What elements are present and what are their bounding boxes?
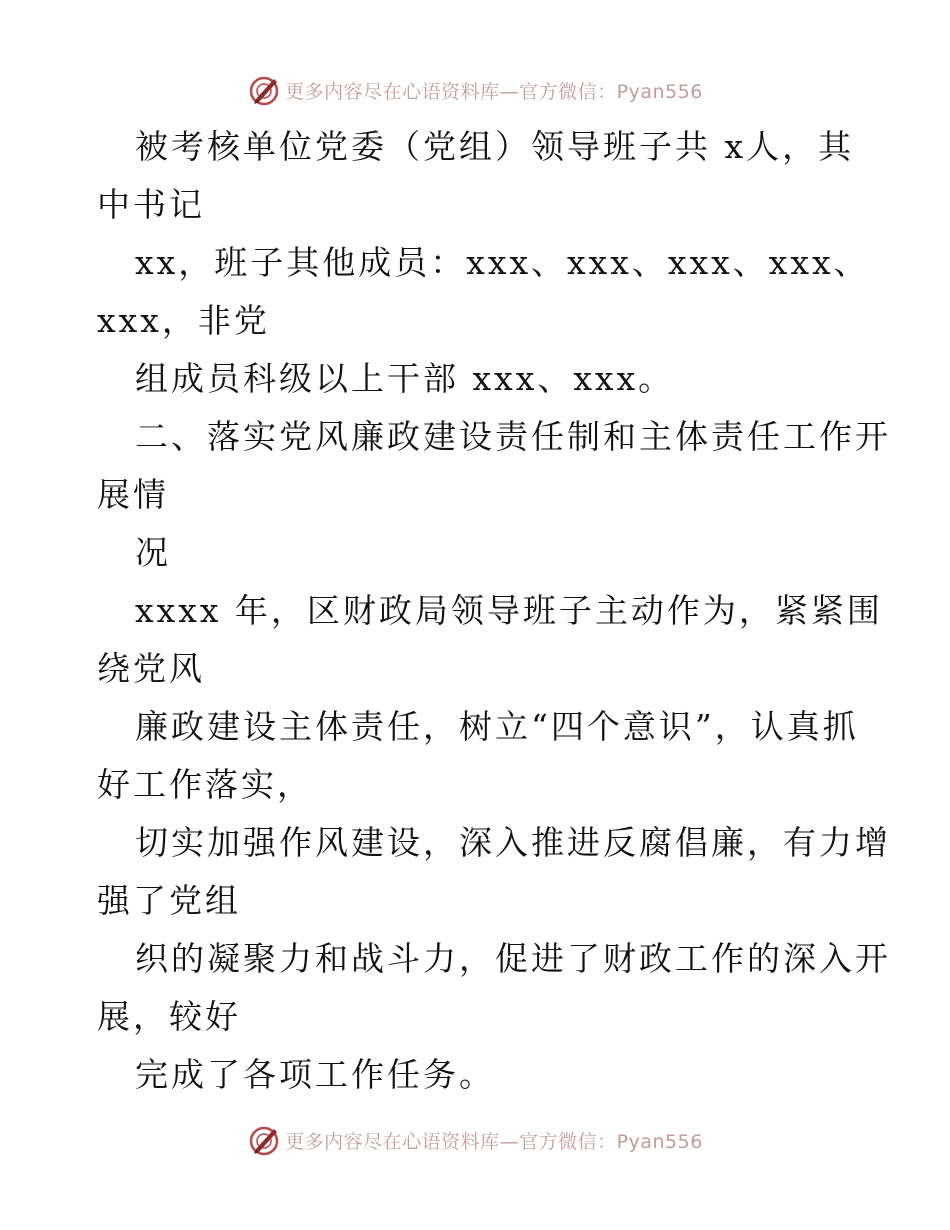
section-heading-line: 况 — [135, 533, 171, 572]
text-line: 被考核单位党委（党组）领导班子共 x人，其 — [135, 127, 855, 166]
text-line: 完成了各项工作任务。 — [135, 1055, 495, 1094]
text-line: 绕党风 — [97, 649, 205, 688]
text-line: 织的凝聚力和战斗力，促进了财政工作的深入开 — [135, 939, 891, 978]
section-heading-line: 展情 — [97, 475, 169, 514]
text-line: xx，班子其他成员：xxx、xxx、xxx、xxx、 — [135, 243, 870, 282]
text-line: xxxx 年，区财政局领导班子主动作为，紧紧围 — [135, 591, 883, 630]
section-heading-line: 二、落实党风廉政建设责任制和主体责任工作开 — [135, 417, 891, 456]
text-line: 中书记 — [97, 185, 205, 224]
footer-watermark — [0, 1120, 950, 1160]
header-watermark — [0, 70, 950, 110]
watermark-text: 更多内容尽在心语资料库—官方微信：Pyan556 — [285, 1130, 703, 1153]
text-line: 展，较好 — [97, 997, 241, 1036]
text-line: 廉政建设主体责任，树立“四个意识”，认真抓 — [135, 707, 859, 746]
text-line: 组成员科级以上干部 xxx、xxx。 — [135, 359, 675, 398]
document-body — [97, 118, 891, 1104]
watermark-text: 更多内容尽在心语资料库—官方微信：Pyan556 — [285, 80, 703, 103]
pen-logo-icon — [247, 1123, 281, 1157]
text-line: 强了党组 — [97, 881, 241, 920]
text-line: 切实加强作风建设，深入推进反腐倡廉，有力增 — [135, 823, 891, 862]
text-line: xxx，非党 — [97, 301, 270, 340]
text-line: 好工作落实， — [97, 765, 313, 804]
pen-logo-icon — [247, 73, 281, 107]
